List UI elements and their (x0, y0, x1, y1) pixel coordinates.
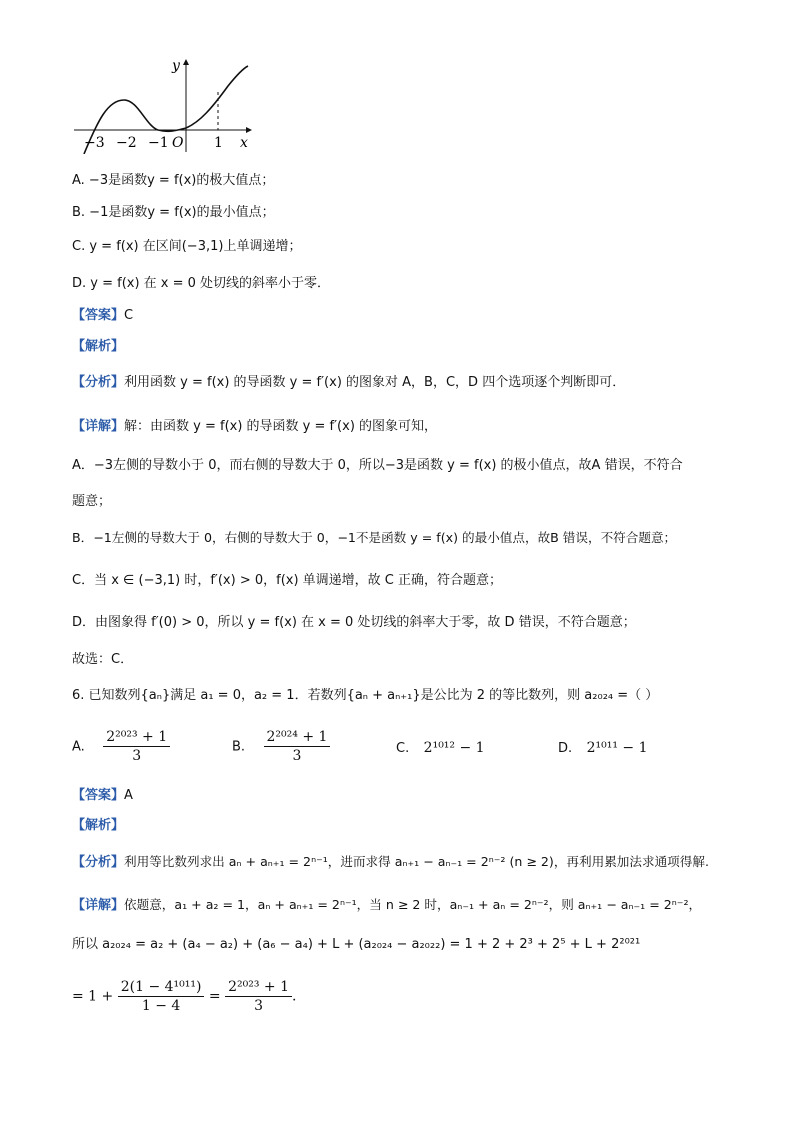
q6-option-a (72, 730, 170, 763)
fenxi-text: 利用等比数列求出 aₙ + aₙ₊₁ = 2ⁿ⁻¹，进而求得 aₙ₊₁ − aₙ₋₁ = 2ⁿ⁻² (n ≥ 2)，再利用累加法求通项得解. (124, 854, 709, 869)
q5-answer-line (72, 308, 133, 322)
q5-xiangjie-line (72, 419, 437, 433)
fraction-numerator: 2²⁰²⁴ + 1 (264, 730, 331, 747)
q6-final-line (72, 980, 296, 1013)
answer-tag: 【答案】 (72, 788, 125, 803)
final-fraction-2 (225, 980, 292, 1013)
xiangjie-text: 解：由函数 y = f(x) 的导函数 y = f′(x) 的图象可知， (124, 419, 438, 434)
final-fraction-1 (118, 980, 205, 1013)
y-axis-arrow (183, 59, 189, 65)
fraction-denominator: 3 (292, 748, 302, 764)
x-axis-arrow (246, 127, 252, 133)
tick-label: 1 (214, 135, 223, 151)
fenxi-text: 利用函数 y = f(x) 的导函数 y = f′(x) 的图象对 A，B，C，D 四个选项逐个判断即可． (124, 375, 626, 390)
q5-detail-d: D．由图象得 f′(0) > 0，所以 y = f(x) 在 x = 0 处切线的斜率大于零，故 D 错误，不符合题意； (72, 615, 636, 630)
q5-option-d: D. y = f(x) 在 x = 0 处切线的斜率小于零． (72, 276, 331, 291)
xiangjie-tag: 【详解】 (72, 419, 125, 434)
fraction-denominator: 3 (254, 998, 264, 1014)
answer-value: C (124, 308, 134, 323)
option-label: C. (396, 741, 410, 756)
q5-detail-c: C．当 x ∈ (−3,1) 时，f′(x) > 0，f(x) 单调递增，故 C 正确，符合题意； (72, 573, 503, 588)
fraction-numerator: 2²⁰²³ + 1 (225, 980, 292, 997)
final-prefix: = 1 + (72, 988, 114, 1005)
q5-conclusion: 故选：C． (72, 652, 134, 667)
fraction-numerator: 2(1 − 4¹⁰¹¹) (118, 980, 205, 997)
q5-analysis-tag: 【解析】 (72, 339, 125, 354)
q6-option-b (232, 730, 330, 763)
xiangjie-text: 依题意，a₁ + a₂ = 1，aₙ + aₙ₊₁ = 2ⁿ⁻¹，当 n ≥ 2 时，aₙ₋₁ + aₙ = 2ⁿ⁻²，则 aₙ₊₁ − aₙ₋₁ = 2ⁿ⁻²， (124, 897, 702, 912)
option-label: D. (558, 741, 573, 756)
fraction-denominator: 3 (132, 748, 142, 764)
x-axis-label: x (240, 135, 248, 151)
xiangjie-tag: 【详解】 (72, 898, 125, 913)
q6-option-c (396, 741, 485, 755)
q5-fenxi-line (72, 375, 625, 389)
q6-xiangjie-line (72, 898, 701, 912)
q6-fenxi-line (72, 855, 709, 869)
option-d-value: 2¹⁰¹¹ − 1 (586, 740, 648, 756)
tick-label: −2 (116, 135, 137, 151)
q6-answer-line (72, 788, 133, 802)
final-period: . (292, 988, 297, 1005)
q6-option-d (558, 741, 648, 755)
origin-label: O (172, 135, 184, 151)
option-a-fraction (103, 730, 170, 763)
q5-option-c: C. y = f(x) 在区间(−3,1)上单调递增； (72, 239, 302, 254)
fenxi-tag: 【分析】 (72, 855, 125, 870)
answer-value: A (124, 788, 133, 803)
q6-analysis-tag: 【解析】 (72, 818, 125, 833)
tick-label: −3 (84, 135, 105, 151)
final-equals: = (208, 988, 221, 1005)
q6-sum-line: 所以 a₂₀₂₄ = a₂ + (a₄ − a₂) + (a₆ − a₄) + L + (a₂₀₂₄ − a₂₀₂₂) = 1 + 2 + 2³ + 2⁵ + L + 2²⁰²¹ (72, 937, 641, 952)
fraction-denominator: 1 − 4 (141, 998, 181, 1014)
q6-stem: 6. 已知数列{aₙ}满足 a₁ = 0，a₂ = 1．若数列{aₙ + aₙ₊₁}是公比为 2 的等比数列，则 a₂₀₂₄ =（ ） (72, 688, 659, 703)
q5-option-a: A. −3是函数y = f(x)的极大值点； (72, 173, 275, 188)
fenxi-tag: 【分析】 (72, 375, 125, 390)
fraction-numerator: 2²⁰²³ + 1 (103, 730, 170, 747)
tick-label: −1 (148, 135, 169, 151)
q5-detail-a-line1: A．−3左侧的导数小于 0，而右侧的导数大于 0，所以−3是函数 y = f(x) 的极小值点，故A 错误，不符合 (72, 458, 683, 473)
option-label: B. (232, 739, 246, 755)
q5-detail-b: B．−1左侧的导数大于 0，右侧的导数大于 0，−1不是函数 y = f(x) 的最小值点，故B 错误，不符合题意； (72, 530, 677, 545)
q5-option-b: B. −1是函数y = f(x)的最小值点； (72, 205, 275, 220)
option-b-fraction (264, 730, 331, 763)
derivative-graph (68, 56, 258, 154)
option-c-value: 2¹⁰¹² − 1 (423, 740, 485, 756)
answer-tag: 【答案】 (72, 308, 125, 323)
y-axis-label: y (172, 58, 180, 74)
q5-detail-a-line2: 题意； (72, 494, 112, 509)
option-label: A. (72, 739, 85, 755)
